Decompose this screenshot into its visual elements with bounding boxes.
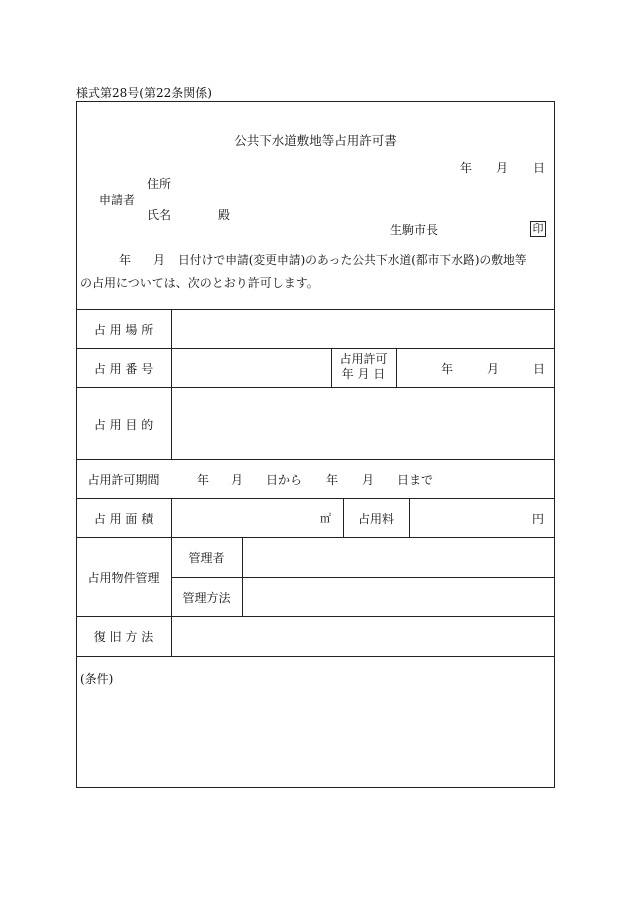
fee-unit: 円 (532, 512, 545, 526)
permit-date-month: 月 (487, 362, 500, 376)
column-divider (396, 348, 397, 387)
label-management: 占用物件管理 (87, 571, 160, 585)
period-year-to: 年 (326, 473, 339, 487)
document-title: 公共下水道敷地等占用許可書 (234, 133, 397, 148)
body-year: 年 (119, 253, 132, 267)
label-period: 占用許可期間 (87, 473, 160, 487)
label-fee: 占用料 (357, 512, 394, 526)
row-divider (76, 537, 555, 538)
date-year: 年 (460, 161, 473, 175)
label-place: 占 用 場 所 (93, 323, 154, 337)
column-divider (171, 498, 172, 656)
period-month-to: 月 (362, 473, 375, 487)
label-restore: 復 旧 方 法 (93, 630, 154, 644)
period-month-from: 月 (231, 473, 244, 487)
row-divider (171, 577, 555, 578)
label-number: 占 用 番 号 (93, 362, 154, 376)
label-manager: 管理者 (188, 551, 225, 565)
date-month: 月 (496, 161, 509, 175)
column-divider (242, 537, 243, 616)
period-year-from: 年 (197, 473, 210, 487)
body-text-line1: 日付けで申請(変更申請)のあった公共下水道(都市下水路)の敷地等 (178, 253, 527, 267)
period-day-to: 日まで (397, 473, 434, 487)
honorific: 殿 (218, 208, 231, 222)
label-permit-date-l1: 占用許可 (339, 352, 388, 366)
period-day-from: 日から (266, 473, 303, 487)
area-unit: ㎡ (320, 512, 331, 525)
column-divider (171, 309, 172, 459)
form-number: 様式第28号(第22条関係) (76, 86, 212, 100)
permit-form-frame (76, 101, 555, 788)
date-day: 日 (533, 161, 546, 175)
row-divider (76, 459, 555, 460)
name-label: 氏名 (147, 208, 172, 222)
issuer-name: 生駒市長 (390, 223, 439, 237)
permit-date-year: 年 (441, 362, 454, 376)
row-divider (76, 387, 555, 388)
row-divider (76, 616, 555, 617)
permit-date-day: 日 (533, 362, 546, 376)
body-text-line2: の占用については、次のとおり許可します。 (80, 276, 319, 290)
address-label: 住所 (147, 177, 172, 191)
label-permit-date-l2: 年 月 日 (341, 367, 386, 381)
column-divider (409, 498, 410, 537)
row-divider (76, 348, 555, 349)
row-divider (76, 498, 555, 499)
row-divider (76, 656, 555, 657)
label-purpose: 占 用 目 的 (93, 418, 154, 432)
label-area: 占 用 面 積 (93, 512, 154, 526)
conditions-label: (条件) (80, 672, 114, 686)
applicant-label: 申請者 (99, 193, 136, 207)
row-divider (76, 309, 555, 310)
body-month: 月 (153, 253, 166, 267)
label-method: 管理方法 (182, 591, 231, 605)
seal-mark: 印 (530, 221, 546, 237)
